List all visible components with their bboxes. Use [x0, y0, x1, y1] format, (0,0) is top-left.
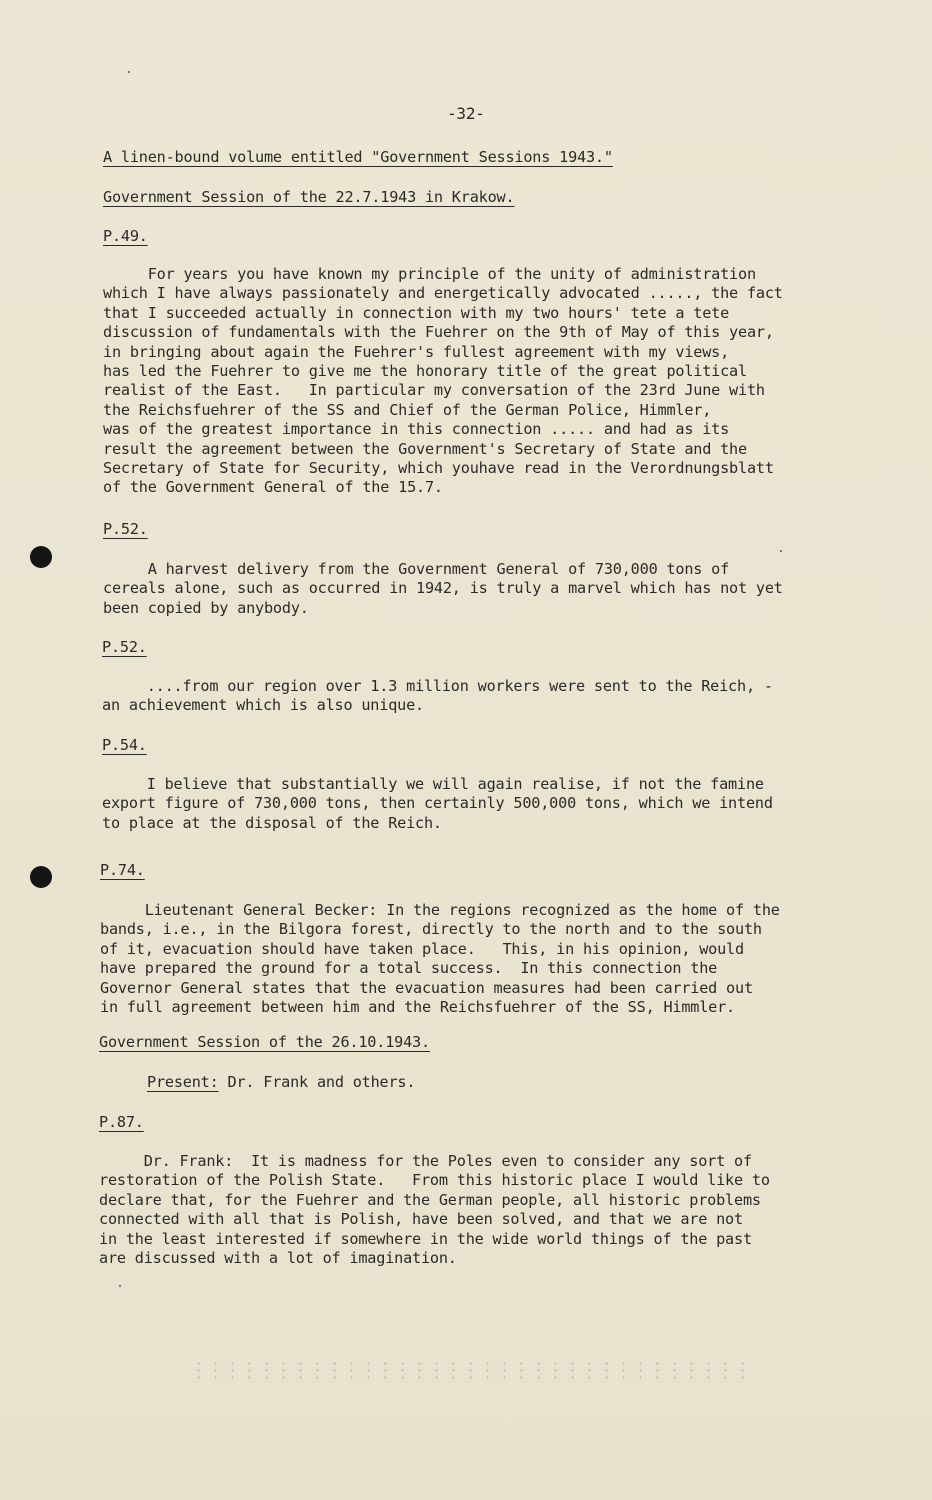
page-ref-74: P.74. [100, 861, 145, 879]
paragraph-p52b: ....from our region over 1.3 million workers were sent to the Reich, - an achievement which is also unique. [102, 677, 773, 715]
page-ref-49: P.49. [103, 227, 148, 245]
volume-title: A linen-bound volume entitled "Government Sessions 1943." [103, 148, 613, 166]
scan-noise [190, 1360, 750, 1380]
present-line [147, 1073, 415, 1092]
punch-hole-lower [30, 866, 52, 888]
paragraph-p54: I believe that substantially we will again realise, if not the famine export figure of 730,000 tons, then certainly 500,000 tons, which we intend to place at the disposal of the Reich. [102, 775, 773, 832]
paper-speck [119, 1285, 121, 1287]
paragraph-p87: Dr. Frank: It is madness for the Poles even to consider any sort of restoration of the Polish State. From this historic place I would like to declare that, for the Fuehrer and the German people, all historic problems connected with all that is Polish, have been solved, and that we are not in the least interested if somewhere in the wide world things of the past are discussed with a lot of imagination. [99, 1152, 770, 1268]
paragraph-p52a: A harvest delivery from the Government General of 730,000 tons of cereals alone, such as occurred in 1942, is truly a marvel which has not yet been copied by anybody. [103, 560, 783, 617]
paper-speck [780, 550, 782, 552]
page-ref-87: P.87. [99, 1113, 144, 1131]
paragraph-p49: For years you have known my principle of the unity of administration which I have always passionately and energetically advocated ....., the fact that I succeeded actually in connection with my two hours' tete a tete discussion of fundamentals with the Fuehrer on the 9th of May of this year, in bringing about again the Fuehrer's fullest agreement with my views, has led the Fuehrer to give me the honorary title of the great political realist of the East. In particular my conversation of the 23rd June with the Reichsfuehrer of the SS and Chief of the German Police, Himmler, was of the greatest importance in this connection ..... and had as its result the agreement between the Government's Secretary of State and the Secretary of State for Security, which youhave read in the Verordnungsblatt of the Government General of the 15.7. [103, 265, 783, 497]
session-1-title: Government Session of the 22.7.1943 in Krakow. [103, 188, 515, 206]
page-ref-52a: P.52. [103, 520, 148, 538]
page-ref-52b: P.52. [102, 638, 147, 656]
present-text: Dr. Frank and others. [218, 1073, 416, 1091]
page-number: -32- [447, 104, 485, 123]
session-2-title: Government Session of the 26.10.1943. [99, 1033, 430, 1051]
paper-speck [128, 71, 130, 73]
page-ref-54: P.54. [102, 736, 147, 754]
present-label: Present: [147, 1073, 219, 1091]
punch-hole-upper [30, 546, 52, 568]
paragraph-p74: Lieutenant General Becker: In the regions recognized as the home of the bands, i.e., in the Bilgora forest, directly to the north and to the south of it, evacuation should have taken place. This, in his opinion, would have prepared the ground for a total success. In this connection the Governor General states that the evacuation measures had been carried out in full agreement between him and the Reichsfuehrer of the SS, Himmler. [100, 901, 780, 1017]
